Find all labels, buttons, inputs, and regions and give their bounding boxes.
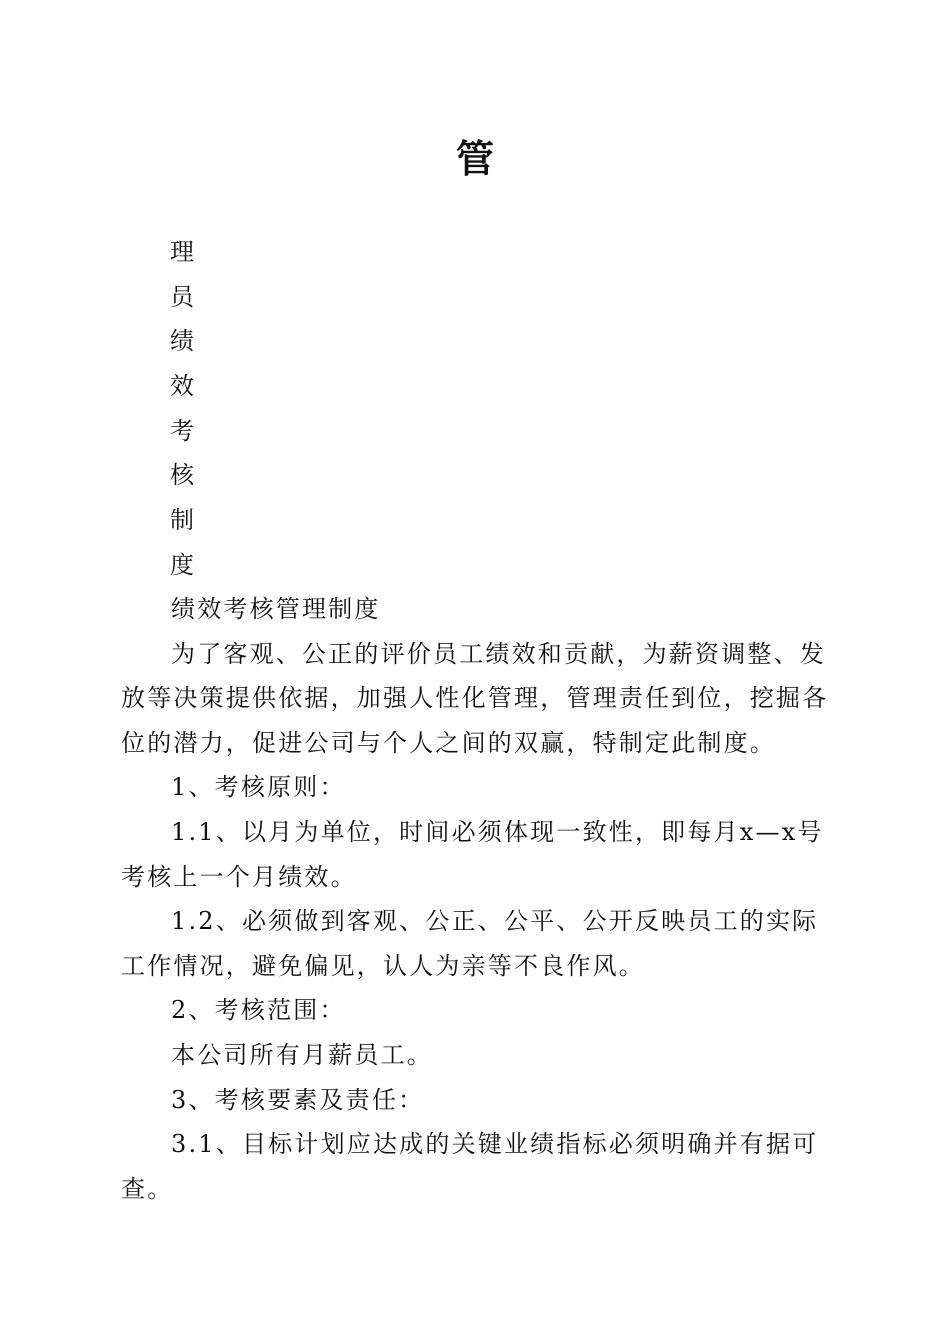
- vertical-title-char: 度: [170, 550, 194, 579]
- section-heading: 1、考核原则：: [171, 773, 346, 802]
- document-body: [121, 587, 836, 1211]
- document-heading: 绩效考核管理制度: [171, 595, 381, 623]
- vertical-title-char: 理: [170, 238, 194, 266]
- paragraph: 1.2、必须做到客观、公正、公平、公开反映员工的实际工作情况，避免偏见，认人为亲等不良作风。: [121, 907, 819, 980]
- paragraph: 1.1、以月为单位，时间必须体现一致性，即每月x—x号考核上一个月绩效。: [121, 817, 824, 891]
- section-heading: 2、考核范围：: [171, 996, 346, 1025]
- vertical-title-char: 制: [170, 506, 194, 535]
- vertical-title-char: 核: [170, 461, 194, 490]
- vertical-title-char: 绩: [170, 327, 194, 356]
- vertical-title: [170, 230, 200, 588]
- document-title: 管: [455, 136, 494, 181]
- vertical-title-char: 效: [170, 372, 194, 401]
- vertical-title-char: 考: [170, 416, 194, 445]
- paragraph: 为了客观、公正的评价员工绩效和贡献，为薪资调整、发放等决策提供依据，加强人性化管理，管理责任到位，挖掘各位的潜力，促进公司与个人之间的双赢，特制定此制度。: [121, 639, 829, 757]
- paragraph: 3.1、目标计划应达成的关键业绩指标必须明确并有据可查。: [121, 1130, 819, 1203]
- paragraph: 本公司所有月薪员工。: [171, 1040, 433, 1069]
- vertical-title-char: 员: [170, 282, 194, 311]
- section-heading: 3、考核要素及责任：: [171, 1085, 425, 1114]
